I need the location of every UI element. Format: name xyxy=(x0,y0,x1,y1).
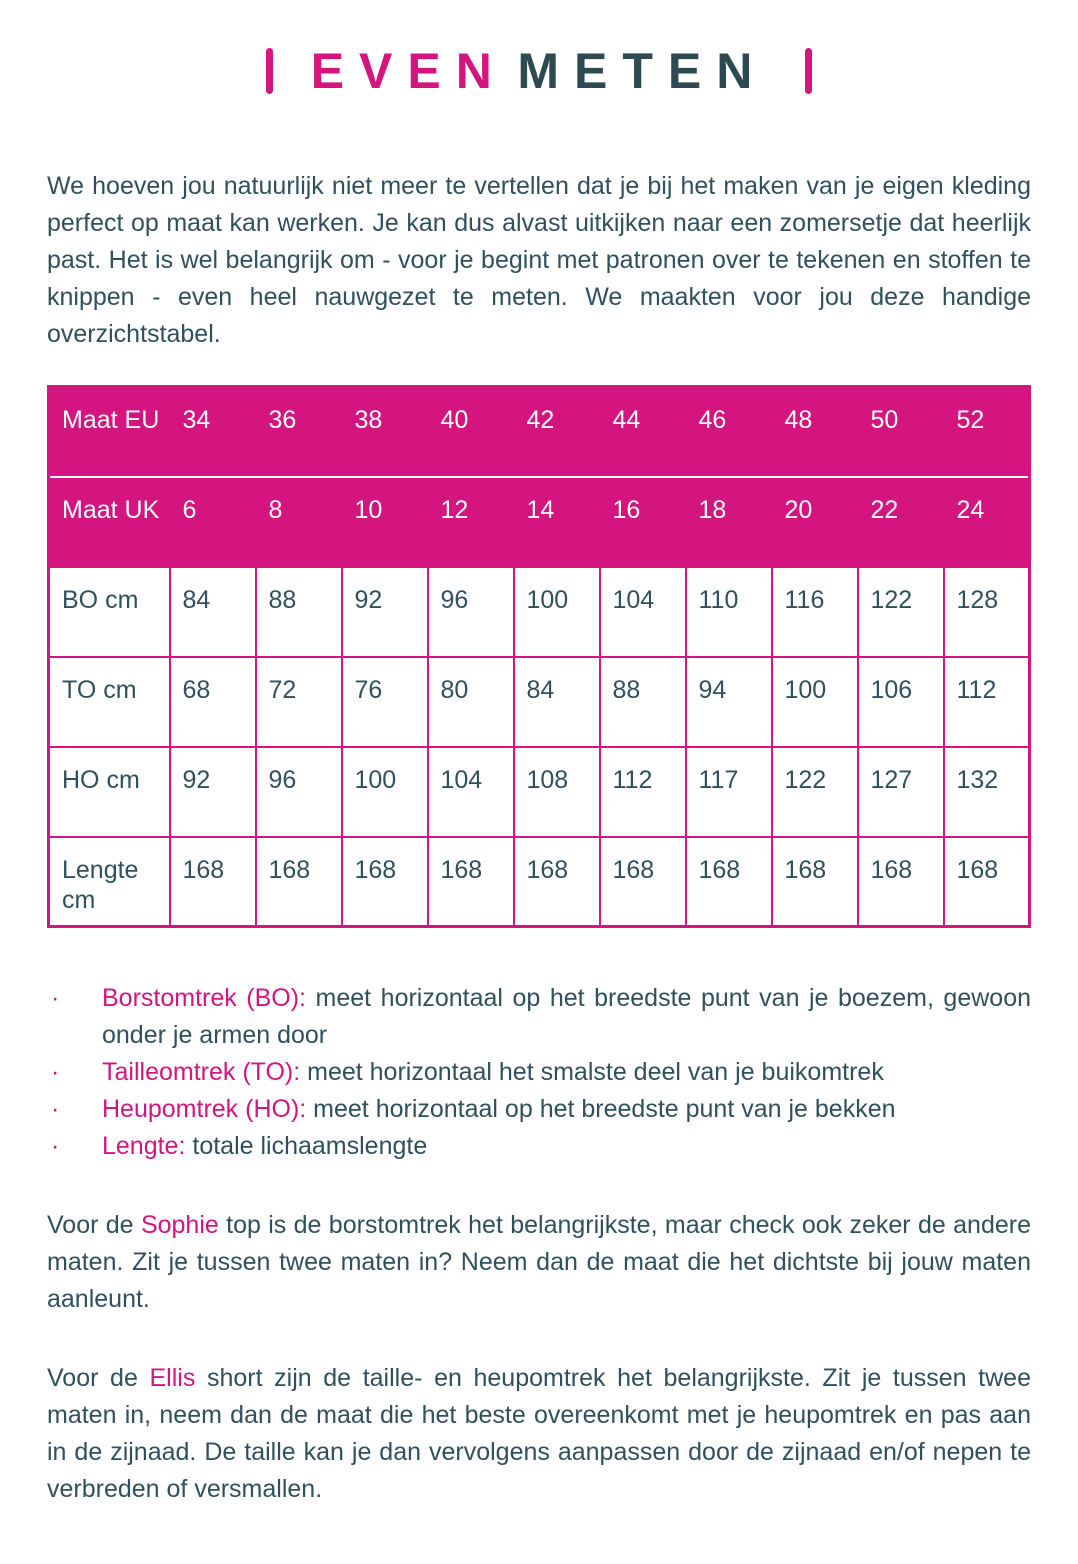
bullet-label: Borstomtrek (BO): xyxy=(102,984,307,1012)
intro-paragraph: We hoeven jou natuurlijk niet meer te vertellen dat je bij het maken van je eigen kleding perfect op maat kan werken. Je kan dus alvast uitkijken naar een zomersetje dat heerlijk past. Het is wel belangrijk om - voor je begint met patronen over te tekenen en stoffen te knippen - even heel nauwgezet te meten. We maakten voor jou deze handige overzichtstabel. xyxy=(47,172,1031,348)
value-cell: 168 xyxy=(428,837,514,927)
value-cell: 46 xyxy=(686,387,772,477)
note-rest: short zijn de taille- en heupomtrek het belangrijkste. Zit je tussen twee maten in, neem dan de maat die het beste overeenkomt met je heupomtrek en pas aan in de zijnaad. De taille kan je dan vervolgens aanpassen door de zijnaad en/of nepen te verbreden of versmallen. xyxy=(47,1364,1031,1503)
value-cell: 72 xyxy=(256,657,342,747)
value-cell: 96 xyxy=(256,747,342,837)
value-cell: 116 xyxy=(772,567,858,657)
value-cell: 168 xyxy=(256,837,342,927)
value-cell: 122 xyxy=(858,567,944,657)
value-cell: 36 xyxy=(256,387,342,477)
value-cell: 117 xyxy=(686,747,772,837)
table-header-row xyxy=(49,477,1030,567)
value-cell: 168 xyxy=(772,837,858,927)
size-table-body xyxy=(49,387,1030,927)
value-cell: 44 xyxy=(600,387,686,477)
title-right-bar-icon xyxy=(805,48,812,94)
value-cell: 76 xyxy=(342,657,428,747)
value-cell: 10 xyxy=(342,477,428,567)
title-word-even: EVEN xyxy=(310,43,507,99)
value-cell: 112 xyxy=(944,657,1030,747)
table-data-row xyxy=(49,567,1030,657)
value-cell: 38 xyxy=(342,387,428,477)
page-title xyxy=(47,43,1031,99)
value-cell: 84 xyxy=(170,567,256,657)
bullet-icon: · xyxy=(51,1058,60,1086)
value-cell: 96 xyxy=(428,567,514,657)
value-cell: 132 xyxy=(944,747,1030,837)
value-cell: 128 xyxy=(944,567,1030,657)
value-cell: 94 xyxy=(686,657,772,747)
value-cell: 104 xyxy=(428,747,514,837)
value-cell: 48 xyxy=(772,387,858,477)
value-cell: 80 xyxy=(428,657,514,747)
bullet-text: totale lichaamslengte xyxy=(185,1132,428,1160)
size-table xyxy=(47,385,1031,928)
row-label-cell: HO cm xyxy=(49,747,170,837)
value-cell: 100 xyxy=(342,747,428,837)
value-cell: 22 xyxy=(858,477,944,567)
row-label-cell: TO cm xyxy=(49,657,170,747)
value-cell: 127 xyxy=(858,747,944,837)
value-cell: 16 xyxy=(600,477,686,567)
value-cell: 168 xyxy=(600,837,686,927)
value-cell: 168 xyxy=(170,837,256,927)
value-cell: 106 xyxy=(858,657,944,747)
value-cell: 168 xyxy=(686,837,772,927)
list-item xyxy=(47,980,1031,1054)
value-cell: 8 xyxy=(256,477,342,567)
pattern-name-sophie: Sophie xyxy=(140,1211,219,1239)
value-cell: 12 xyxy=(428,477,514,567)
table-header-row xyxy=(49,387,1030,477)
note-prefix: Voor de xyxy=(47,1211,141,1239)
value-cell: 68 xyxy=(170,657,256,747)
value-cell: 6 xyxy=(170,477,256,567)
value-cell: 88 xyxy=(600,657,686,747)
bullet-label: Heupomtrek (HO): xyxy=(102,1095,307,1123)
value-cell: 42 xyxy=(514,387,600,477)
bullet-text: meet horizontaal op het breedste punt van je bekken xyxy=(306,1095,896,1123)
ellis-paragraph xyxy=(47,1360,1031,1508)
value-cell: 110 xyxy=(686,567,772,657)
value-cell: 168 xyxy=(944,837,1030,927)
table-data-row xyxy=(49,657,1030,747)
table-data-row xyxy=(49,837,1030,927)
value-cell: 92 xyxy=(342,567,428,657)
value-cell: 112 xyxy=(600,747,686,837)
value-cell: 40 xyxy=(428,387,514,477)
value-cell: 84 xyxy=(514,657,600,747)
bullet-text: meet horizontaal het smalste deel van je buikomtrek xyxy=(300,1058,884,1086)
value-cell: 50 xyxy=(858,387,944,477)
value-cell: 168 xyxy=(858,837,944,927)
bullet-label: Lengte: xyxy=(102,1132,186,1160)
value-cell: 24 xyxy=(944,477,1030,567)
value-cell: 20 xyxy=(772,477,858,567)
value-cell: 14 xyxy=(514,477,600,567)
bullet-icon: · xyxy=(51,1095,60,1123)
bullet-text: meet horizontaal op het breedste punt van je boezem, gewoon onder je armen door xyxy=(102,984,1031,1049)
sophie-paragraph xyxy=(47,1207,1031,1318)
bullet-icon: · xyxy=(51,984,60,1012)
note-rest: top is de borstomtrek het belangrijkste, maar check ook zeker de andere maten. Zit je tussen twee maten in? Neem dan de maat die het dichtste bij jouw maten aanleunt. xyxy=(47,1211,1031,1313)
value-cell: 100 xyxy=(772,657,858,747)
table-data-row xyxy=(49,747,1030,837)
list-item xyxy=(47,1091,1031,1128)
value-cell: 52 xyxy=(944,387,1030,477)
value-cell: 34 xyxy=(170,387,256,477)
value-cell: 122 xyxy=(772,747,858,837)
value-cell: 92 xyxy=(170,747,256,837)
list-item xyxy=(47,1054,1031,1091)
note-prefix: Voor de xyxy=(47,1364,150,1392)
bullet-icon: · xyxy=(51,1132,60,1160)
value-cell: 104 xyxy=(600,567,686,657)
bullet-label: Tailleomtrek (TO): xyxy=(102,1058,301,1086)
value-cell: 100 xyxy=(514,567,600,657)
list-item xyxy=(47,1128,1031,1165)
pattern-name-ellis: Ellis xyxy=(149,1364,196,1392)
measurement-definitions xyxy=(47,980,1031,1165)
value-cell: 168 xyxy=(514,837,600,927)
title-left-bar-icon xyxy=(266,48,273,94)
row-label-cell: BO cm xyxy=(49,567,170,657)
value-cell: 108 xyxy=(514,747,600,837)
row-label-cell: Lengte cm xyxy=(49,837,170,927)
row-label-cell: Maat UK xyxy=(49,477,170,567)
value-cell: 88 xyxy=(256,567,342,657)
title-word-meten: METEN xyxy=(517,43,768,99)
value-cell: 168 xyxy=(342,837,428,927)
row-label-cell: Maat EU xyxy=(49,387,170,477)
value-cell: 18 xyxy=(686,477,772,567)
